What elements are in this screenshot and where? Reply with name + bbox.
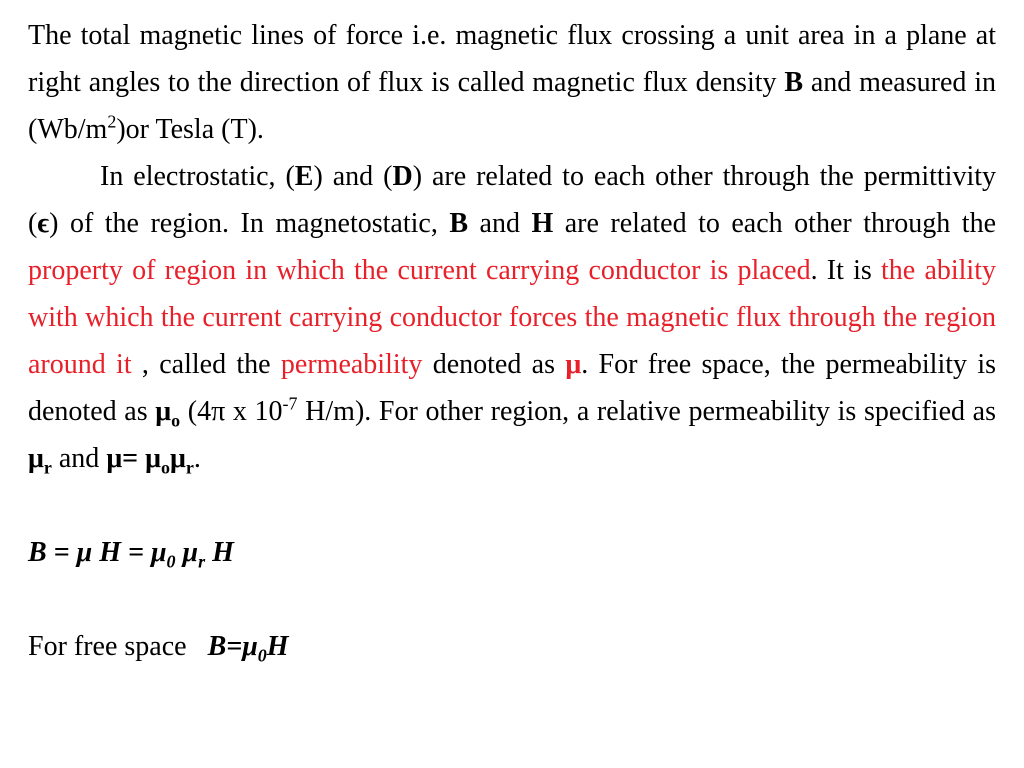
eq-part: μ [175, 537, 199, 568]
paragraph-flux-density [28, 12, 996, 153]
text: )or Tesla (T). [116, 114, 264, 145]
subscript: r [185, 457, 194, 478]
symbol-mu0 [155, 396, 181, 431]
text: The total magnetic lines of force i.e. magnetic flux crossing a unit area in a plane at right angles to the direction of flux is called magnetic flux density [28, 20, 996, 98]
text: are related to each other through the [553, 208, 996, 239]
mu: μ [155, 396, 172, 427]
symbol-D: D [392, 161, 413, 192]
eq-label: For free space [28, 631, 187, 662]
superscript: -7 [282, 393, 298, 414]
equation-b-mu-h [28, 529, 996, 576]
symbol-mu: μ [565, 349, 582, 380]
subscript: r [198, 551, 206, 572]
text: denoted as [422, 349, 566, 380]
eq-math [207, 631, 289, 666]
highlight-ability: the ability with which the current carrying conductor forces the magnetic flux through the region around it [28, 255, 996, 380]
text: , called the [131, 349, 281, 380]
mu: μ [28, 443, 44, 474]
eq-part: B=μ [207, 631, 258, 662]
symbol-epsilon: ϵ [37, 208, 50, 239]
text: (4π x 10 [180, 396, 283, 427]
subscript: 0 [257, 645, 267, 666]
text: ) and ( [313, 161, 393, 192]
eq-part: B = μ H = μ [28, 537, 167, 568]
slide-content [28, 12, 996, 670]
symbol-H: H [531, 208, 554, 239]
symbol-B: B [784, 67, 804, 98]
relation-mu [106, 443, 194, 478]
text: ) of the region. In magnetostatic, [49, 208, 450, 239]
text: H/m). For other region, a relative permeability is specified as [297, 396, 996, 427]
symbol-B: B [449, 208, 469, 239]
symbol-mur [28, 443, 52, 478]
text: . For free space, the permeability is denoted as [28, 349, 996, 427]
mu: μ= μ [106, 443, 162, 474]
text: In electrostatic, ( [100, 161, 295, 192]
highlight-permeability: permeability [280, 349, 423, 380]
highlight-property: property of region in which the current carrying conductor is placed [28, 255, 811, 286]
superscript: 2 [107, 111, 117, 132]
text: and [51, 443, 107, 474]
subscript: o [161, 457, 171, 478]
text: and [468, 208, 532, 239]
text: . [193, 443, 201, 474]
subscript: o [171, 410, 181, 431]
text: and measured in (Wb/m [28, 67, 996, 145]
eq-part: H [266, 631, 289, 662]
text: ) are related to each other through the permittivity ( [28, 161, 997, 239]
text: . It is [810, 255, 882, 286]
subscript: 0 [166, 551, 176, 572]
mu: μ [170, 443, 186, 474]
subscript: r [43, 457, 52, 478]
equation-free-space [28, 623, 996, 670]
paragraph-permeability [28, 153, 996, 482]
eq-part: H [205, 537, 234, 568]
symbol-E: E [294, 161, 314, 192]
